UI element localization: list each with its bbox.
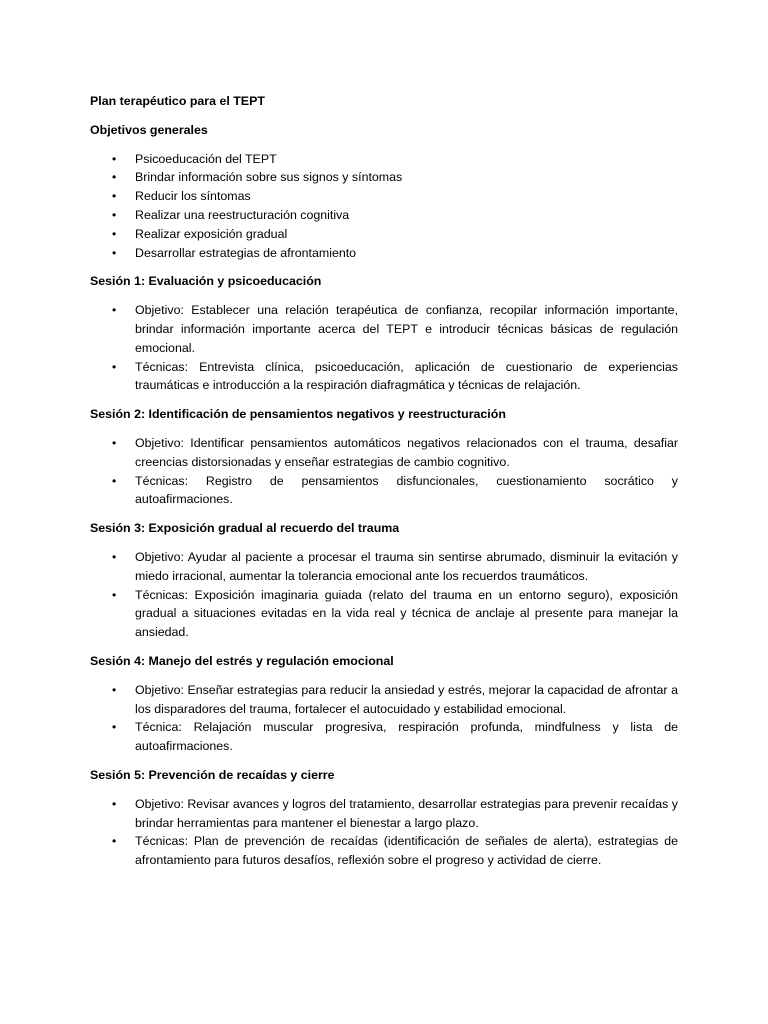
session-item [90, 718, 678, 756]
objective-text: Realizar una reestructuración cognitiva [135, 207, 350, 222]
session-item-text: Técnicas: Entrevista clínica, psicoeducación, aplicación de cuestionario de experiencias traumáticas e introducción a la respiración diafragmática y técnicas de relajación. [135, 359, 678, 393]
bullet-icon: • [112, 796, 117, 811]
session-item [90, 301, 678, 357]
bullet-icon: • [112, 549, 117, 564]
session-heading-4: Sesión 4: Manejo del estrés y regulación emocional [90, 653, 394, 668]
objective-text: Realizar exposición gradual [135, 226, 288, 241]
bullet-icon: • [112, 245, 117, 260]
objective-item [90, 168, 678, 187]
bullet-icon: • [112, 720, 117, 735]
bullet-icon: • [112, 435, 117, 450]
bullet-icon: • [112, 151, 117, 166]
objective-item [90, 206, 678, 225]
session-heading-1: Sesión 1: Evaluación y psicoeducación [90, 274, 322, 289]
bullet-icon: • [112, 473, 117, 488]
session-item [90, 548, 678, 586]
objective-item [90, 187, 678, 206]
session-list-1 [90, 301, 678, 395]
bullet-icon: • [112, 207, 117, 222]
bullet-icon: • [112, 587, 117, 602]
objective-text: Psicoeducación del TEPT [135, 151, 277, 166]
session-item-text: Objetivo: Enseñar estrategias para reducir la ansiedad y estrés, mejorar la capacidad de afrontar a los disparadores del trauma, fortalecer el autocuidado y estabilidad emocional. [135, 682, 678, 716]
document-page [90, 92, 678, 880]
bullet-icon: • [112, 834, 117, 849]
session-item-text: Técnicas: Plan de prevención de recaídas (identificación de señales de alerta), estrategias de afrontamiento para futuros desafíos, reflexión sobre el progreso y actividad de cierre. [135, 834, 678, 868]
session-item [90, 434, 678, 472]
session-heading-2: Sesión 2: Identificación de pensamientos negativos y reestructuración [90, 407, 506, 422]
session-item [90, 832, 678, 870]
bullet-icon: • [112, 170, 117, 185]
session-list-2 [90, 434, 678, 509]
session-item-text: Técnicas: Registro de pensamientos disfuncionales, cuestionamiento socrático y autoafirmaciones. [135, 473, 678, 507]
bullet-icon: • [112, 303, 117, 318]
objective-text: Brindar información sobre sus signos y síntomas [135, 170, 403, 185]
objective-item [90, 225, 678, 244]
objective-item [90, 244, 678, 263]
session-heading-3: Sesión 3: Exposición gradual al recuerdo del trauma [90, 521, 400, 536]
session-item-text: Técnica: Relajación muscular progresiva, respiración profunda, mindfulness y lista de autoafirmaciones. [135, 720, 678, 754]
session-item-text: Objetivo: Ayudar al paciente a procesar el trauma sin sentirse abrumado, disminuir la evitación y miedo irracional, aumentar la tolerancia emocional ante los recuerdos traumáticos. [135, 549, 678, 583]
session-heading-5: Sesión 5: Prevención de recaídas y cierre [90, 767, 335, 782]
session-list-3 [90, 548, 678, 642]
session-item [90, 681, 678, 719]
objective-text: Desarrollar estrategias de afrontamiento [135, 245, 357, 260]
session-item-text: Objetivo: Establecer una relación terapéutica de confianza, recopilar información importante, brindar información importante acerca del TEPT e introducir técnicas básicas de regulación emocional. [135, 303, 678, 355]
general-objectives-heading: Objetivos generales [90, 122, 208, 137]
session-item [90, 358, 678, 396]
bullet-icon: • [112, 226, 117, 241]
session-item-text: Objetivo: Identificar pensamientos automáticos negativos relacionados con el trauma, desafiar creencias distorsionadas y enseñar estrategias de cambio cognitivo. [135, 435, 678, 469]
session-item [90, 586, 678, 642]
session-item-text: Técnicas: Exposición imaginaria guiada (relato del trauma en un entorno seguro), exposición gradual a situaciones evitadas en la vida real y técnica de anclaje al presente para manejar la ansiedad. [135, 587, 678, 640]
document-title: Plan terapéutico para el TEPT [90, 94, 265, 108]
objective-text: Reducir los síntomas [135, 189, 251, 204]
bullet-icon: • [112, 189, 117, 204]
objective-item [90, 150, 678, 169]
bullet-icon: • [112, 682, 117, 697]
session-list-4 [90, 681, 678, 756]
session-list-5 [90, 795, 678, 870]
session-item-text: Objetivo: Revisar avances y logros del tratamiento, desarrollar estrategias para prevenir recaídas y brindar herramientas para mantener el bienestar a largo plazo. [135, 796, 678, 830]
general-objectives-list [90, 150, 678, 263]
session-item [90, 795, 678, 833]
bullet-icon: • [112, 359, 117, 374]
session-item [90, 472, 678, 510]
